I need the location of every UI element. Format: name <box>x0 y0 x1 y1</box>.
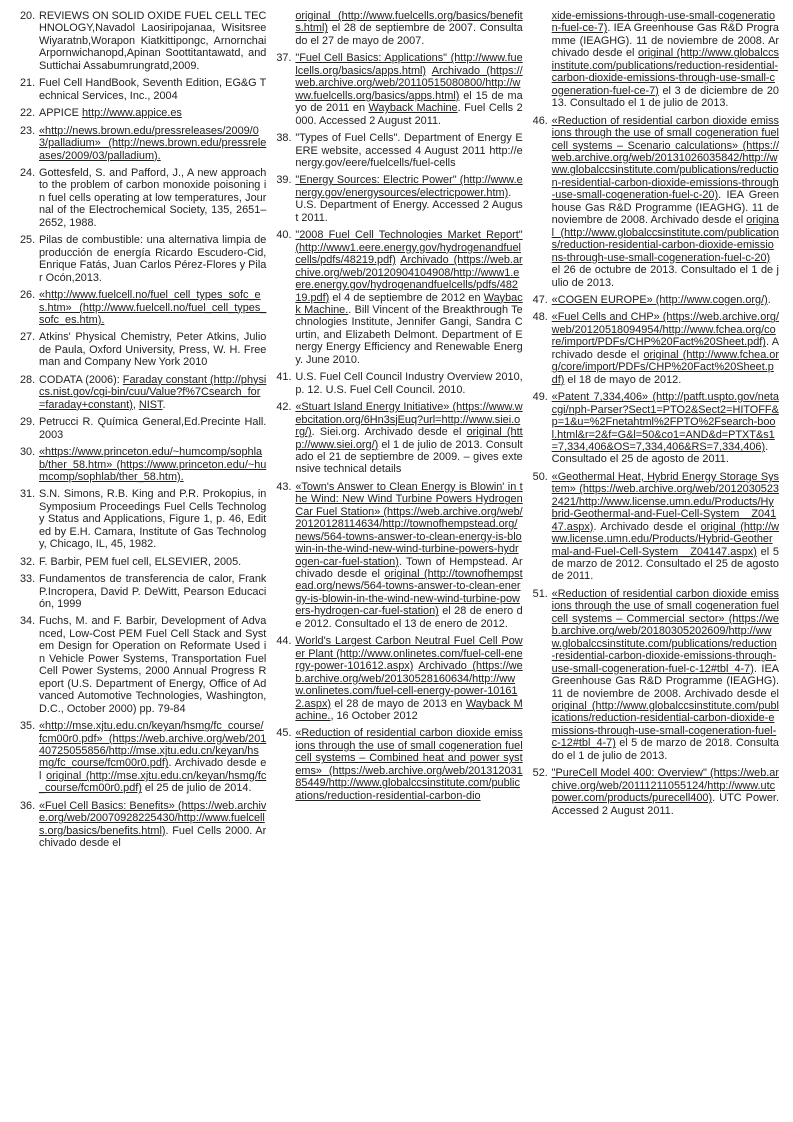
reference-number: 38. <box>276 132 292 145</box>
reference-item <box>533 767 779 817</box>
reference-item <box>20 331 266 368</box>
reference-link[interactable]: «https://www.princeton.edu/~humcomp/sophlab/ther_58.htm» (https://www.princeton.edu/~humcomp/sophlab/ther_58.htm). <box>39 446 267 483</box>
reference-text <box>295 229 522 366</box>
reference-item <box>20 167 266 229</box>
reference-item <box>276 371 522 396</box>
reference-number: 35. <box>20 720 36 733</box>
reference-number: 34. <box>20 615 36 628</box>
reference-text <box>39 167 266 229</box>
reference-number: 45. <box>276 727 292 740</box>
reference-list <box>20 10 266 850</box>
reference-item <box>20 720 266 795</box>
reference-link[interactable]: Archivado (https://web.archive.org/web/20120904104908/http://www1.eere.energy.gov/hydrogenandfuelcells/pdfs/48219.pdf) <box>295 254 523 304</box>
reference-link[interactable]: Wayback Machine. <box>295 291 523 316</box>
reference-link[interactable]: original (http://www.fuelcells.org/basics/benefits.html) <box>295 10 523 35</box>
reference-text <box>39 556 266 568</box>
reference-text-segment: . <box>767 293 771 306</box>
reference-text-segment: Fuel Cell HandBook, Seventh Edition, EG&G Technical Services, Inc., 2004 <box>39 77 267 102</box>
reference-text-segment: . Town of Hempstead. Archivado desde el <box>295 555 523 581</box>
reference-item <box>276 635 522 722</box>
reference-text <box>39 289 266 326</box>
reference-list <box>533 10 779 817</box>
column-left <box>20 10 266 855</box>
reference-text-segment: . Bill Vincent of the Breakthrough Technologies Institute, Jennifer Gangi, Sandra Curtin, and Elizabeth Delmont. Department of Energy Energy Efficiency and Renewable Energy. June 2010. <box>295 303 523 366</box>
reference-item <box>20 556 266 568</box>
reference-text <box>39 488 266 550</box>
reference-item <box>276 229 522 366</box>
reference-text-segment: , <box>132 398 139 411</box>
reference-text-segment: S.N. Simons, R.B. King and P.R. Prokopius, in Symposium Proceedings Fuel Cells Technology Status and Applications, Figure 1, p. 46, Edited by E.H. Camara, Institute of Gas Technology, Chicago, IL, 45, 1982. <box>39 488 267 551</box>
reference-text <box>295 635 522 722</box>
reference-text-segment: Fuchs, M. and F. Barbir, Development of Advanced, Low-Cost PEM Fuel Cell Stack and System Design for Operation on Reformate Used in Vehicle Power Systems, Transportation Fuel Cell Power Systems, 2000 Annual Progress Report (U.S. Department of Energy, Office of Advanced Automotive Technologies, Washington, D.C., October 2000) pp. 79-84 <box>39 615 267 715</box>
reference-item <box>276 401 522 476</box>
reference-item <box>533 311 779 386</box>
reference-text <box>39 573 266 610</box>
reference-number: 37. <box>276 52 292 65</box>
reference-link[interactable]: Faraday constant (http://physics.nist.gov/cgi-bin/cuu/Value?f%7Csearch_for=faraday+constant) <box>39 373 267 411</box>
reference-text <box>295 174 522 224</box>
reference-link[interactable]: Archivado (https://web.archive.org/web/20110515080800/http://www.fuelcells.org/basics/apps.html) <box>295 64 523 102</box>
reference-item <box>276 132 522 169</box>
reference-item <box>20 615 266 715</box>
reference-text <box>39 107 266 119</box>
reference-link[interactable]: «Reduction of residential carbon dioxide emissions through the use of small cogeneration fuel cell systems – Commercial sector» (https://web.archive.org/web/20180305202609/http://www.globalccsinstitute.com/publications/reduction-residential-carbon-dioxide-emissions-through-use-small-cogeneration-fuel-c-12#tbl_4-7) <box>551 587 779 675</box>
reference-link[interactable]: "PureCell Model 400: Overview" (https://web.archive.org/web/20111211055124/http://www.utcpower.com/products/purecell400) <box>551 767 779 805</box>
reference-item <box>20 289 266 326</box>
reference-text-segment: el 5 de marzo de 2012. Consultado el 25 de agosto de 2011. <box>551 545 779 583</box>
reference-text <box>552 767 779 817</box>
reference-text-segment: F. Barbir, PEM fuel cell, ELSEVIER, 2005. <box>39 555 242 568</box>
reference-text-segment: Gottesfeld, S. and Pafford, J., A new approach to the problem of carbon monoxide poisoning in fuel cells operating at low temperatures, Journal of the Electrochemical Society, 135, 2651–2652, 1988. <box>39 166 267 229</box>
reference-text-segment: el 1 de julio de 2013. Consultado el 21 de septiembre de 2009. – gives extensive technical details <box>295 438 523 476</box>
reference-link[interactable]: «http://mse.xjtu.edu.cn/keyan/hsmg/fc_course/fcm00r0.pdf» (https://web.archive.org/web/20140725055856/http://mse.xjtu.edu.cn/keyan/hsmg/fc_course/fcm00r0.pdf) <box>39 720 267 770</box>
reference-link[interactable]: "Energy Sources: Electric Power" (http://www.energy.gov/energysources/electricpower.htm) <box>295 174 523 199</box>
reference-text <box>295 401 522 476</box>
reference-text <box>39 720 266 795</box>
reference-link[interactable]: «Reduction of residential carbon dioxide emissions through the use of small cogeneration fuel cell systems – Combined heat and power systems» (https://web.archive.org/web/20131203185449/http://www.globalccsinstitute.com/publications/reduction-residential-carbon-dio <box>295 727 523 802</box>
reference-text-segment: . <box>162 398 166 411</box>
reference-text <box>552 588 779 762</box>
reference-number: 44. <box>276 635 292 648</box>
reference-link[interactable]: Archivado (https://web.archive.org/web/20130528160634/http://www.onlinetes.com/fuel-cell-energy-power-101612.aspx) <box>295 660 523 710</box>
reference-text-segment: . Fuel Cells 2000. Accessed 2 August 2011. <box>295 102 523 127</box>
reference-text <box>552 294 779 306</box>
reference-item <box>20 10 266 72</box>
reference-text-segment: el 4 de septiembre de 2012 en <box>329 291 484 304</box>
reference-item <box>20 800 266 850</box>
reference-text-segment: Petrucci R. Química General,Ed.Precinte Hall.2003 <box>39 416 267 441</box>
reference-number: 46. <box>532 114 548 127</box>
reference-text-segment: CODATA (2006): <box>39 373 123 386</box>
reference-item <box>20 446 266 483</box>
reference-number: 49. <box>532 391 548 404</box>
reference-text-segment: Fundamentos de transferencia de calor, Frank P.Incropera, David P. DeWitt, Pearson Educación, 1999 <box>39 573 267 611</box>
reference-text <box>39 800 266 850</box>
reference-number: 25. <box>20 234 36 247</box>
reference-text-segment: . IEA Greenhouse Gas R&D Programme (IEAGHG). 11 de noviembre de 2008. Archivado desde el <box>551 189 779 227</box>
reference-text-segment: APPICE <box>39 107 82 120</box>
reference-text-segment: el 28 de septiembre de 2007. Consultado el 27 de mayo de 2007. <box>295 22 523 47</box>
reference-text-segment: el 25 de julio de 2014. <box>141 782 252 795</box>
reference-item <box>276 481 522 630</box>
reference-link[interactable]: xide-emissions-through-use-small-cogeneration-fuel-ce-7) <box>551 10 776 35</box>
reference-number: 31. <box>20 488 36 501</box>
reference-link[interactable]: "Fuel Cell Basics: Applications" (http://www.fuelcells.org/basics/apps.html) <box>295 52 523 77</box>
reference-link[interactable]: «Fuel Cell Basics: Benefits» (https://web.archive.org/web/20070928225430/http://www.fuelcells.org/basics/benefits.html) <box>39 799 267 837</box>
reference-number: 47. <box>532 293 548 306</box>
reference-item <box>533 588 779 762</box>
reference-item <box>276 727 522 802</box>
reference-link[interactable]: «Patent 7,334,406» (http://patft.uspto.gov/netacgi/nph-Parser?Sect1=PTO2&Sect2=HITOFF&p=1&u=%2Fnetahtml%2FPTO%2Fsearch-bool.html&r=2&f=G&l=50&co1=AND&d=PTXT&s1=7,334,406&OS=7,334,406&RS=7,334,406) <box>551 391 779 453</box>
reference-link[interactable]: original (http://mse.xjtu.edu.cn/keyan/hsmg/fc_course/fcm00r0.pdf) <box>39 769 267 795</box>
reference-link[interactable]: original (http://www.globalccsinstitute.com/publications/reduction-residential-carbon-dioxide-emissions-through-use-small-cogeneration-fuel-c-12#tbl_4-7) <box>551 700 779 750</box>
reference-text-segment: Atkins' Physical Chemistry, Peter Atkins, Julio de Paula, Oxford University, Press, W. H. Freeman and Company New York 2010 <box>39 331 267 369</box>
reference-link[interactable]: Wayback Machine. <box>295 697 523 723</box>
reference-item <box>533 10 779 110</box>
reference-text-segment: el 15 de mayo de 2011 en <box>295 89 523 115</box>
reference-item <box>20 416 266 441</box>
reference-link[interactable]: original (http://townofhempstead.org/news/564-towns-answer-to-clean-energy-is-blowin-in-the-wind-new-wind-turbine-powers-hydrogen-car-fuel-station) <box>295 568 523 618</box>
reference-text <box>552 10 779 110</box>
reference-text-segment: "Types of Fuel Cells". Department of Energy EERE website, accessed 4 August 2011 http://energy.gov/eere/fuelcells/fuel-cells <box>295 132 523 169</box>
reference-text <box>39 10 266 72</box>
reference-number <box>533 10 552 110</box>
reference-number: 30. <box>20 446 36 459</box>
reference-link[interactable]: «Town's Answer to Clean Energy is Blowin' in the Wind: New Wind Turbine Powers Hydrogen Car Fuel Station» (https://web.archive.org/web/20120128114634/http://townofhempstead.org/news/564-towns-answer-to-clean-energy-is-blowin-in-the-wind-new-wind-turbine-powers-hydrogen-car-fuel-station) <box>295 480 523 568</box>
column-middle <box>276 10 522 855</box>
reference-text <box>295 132 522 169</box>
reference-number: 36. <box>20 799 36 812</box>
reference-number: 39. <box>276 174 292 187</box>
reference-item <box>533 471 779 583</box>
reference-text-segment: el 26 de octubre de 2013. Consultado el 1 de julio de 2013. <box>551 264 779 289</box>
reference-text <box>39 446 266 483</box>
reference-item <box>20 125 266 162</box>
reference-text-segment: U.S. Fuel Cell Council Industry Overview 2010, p. 12. U.S. Fuel Cell Council. 2010. <box>295 371 523 396</box>
reference-text <box>39 77 266 102</box>
reference-link[interactable]: Wayback Machine <box>368 102 458 115</box>
reference-number <box>276 10 295 47</box>
reference-text-segment: . Consultado el 25 de agosto de 2011. <box>551 440 769 466</box>
reference-item <box>20 573 266 610</box>
reference-number: 42. <box>276 401 292 414</box>
reference-item <box>276 10 522 47</box>
reference-number: 40. <box>276 229 292 242</box>
reference-text-segment: REVIEWS ON SOLID OXIDE FUEL CELL TECHNOLOGY,Navadol Laosiripojanaa, Wisitsree Wiyaratnb,Worapon Kiatkittipongc, Arnornchai Arpornwichanopd,Apinan Soottitantawatd, and Suttichai Assabumrungratd,2009. <box>39 10 267 72</box>
reference-item <box>20 374 266 411</box>
reference-text <box>39 234 266 284</box>
reference-number: 33. <box>20 573 36 586</box>
reference-item <box>533 294 779 306</box>
reference-number: 50. <box>532 470 548 483</box>
reference-text <box>39 331 266 368</box>
reference-text <box>39 374 266 411</box>
reference-text <box>552 311 779 386</box>
reference-text <box>295 52 522 127</box>
reference-text-segment: . UTC Power. Accessed 2 August 2011. <box>551 792 779 817</box>
reference-number: 51. <box>532 587 548 600</box>
reference-text-segment: el 18 de mayo de 2012. <box>564 373 682 386</box>
reference-link[interactable]: original (http://www.fchea.org/core/import/PDFs/CHP%20Fact%20Sheet.pdf) <box>551 348 779 386</box>
reference-link[interactable]: «Fuel Cells and CHP» (https://web.archive.org/web/20120518094954/http://www.fchea.org/core/import/PDFs/CHP%20Fact%20Sheet.pdf) <box>551 311 779 349</box>
reference-link[interactable]: World's Largest Carbon Neutral Fuel Cell Power Plant (http://www.onlinetes.com/fuel-cell-energy-power-101612.aspx) <box>295 635 523 673</box>
reference-number: 28. <box>20 373 36 386</box>
reference-number: 41. <box>276 371 292 384</box>
reference-text-segment: el 5 de marzo de 2018. Consultado el 1 de julio de 2013. <box>551 737 779 762</box>
reference-number: 20. <box>20 10 36 22</box>
reference-item <box>20 234 266 284</box>
reference-item <box>533 115 779 289</box>
reference-number: 52. <box>532 767 548 780</box>
reference-text <box>39 615 266 715</box>
reference-number: 21. <box>20 77 36 90</box>
reference-item <box>20 77 266 102</box>
reference-text-segment: el 28 de mayo de 2013 en <box>331 697 466 710</box>
reference-columns <box>20 10 779 855</box>
reference-text-segment: . Archivado desde el <box>551 336 779 361</box>
reference-text <box>39 125 266 162</box>
column-right <box>533 10 779 855</box>
reference-text-segment: . U.S. Department of Energy. Accessed 2 August 2011. <box>295 186 523 224</box>
reference-number: 48. <box>532 311 548 324</box>
reference-item <box>20 488 266 550</box>
reference-link[interactable]: «Geothermal Heat, Hybrid Energy Storage System» (https://web.archive.org/web/20120305232421/http://www.license.umn.edu/Products/Hybrid-Geothermal-and-Fuel-Cell-System__Z04147.aspx) <box>551 470 779 533</box>
reference-text <box>552 471 779 583</box>
reference-item <box>276 174 522 224</box>
reference-number: 24. <box>20 166 36 179</box>
reference-text <box>295 10 522 47</box>
reference-text-segment: . Siei.org. Archivado desde el <box>311 426 467 439</box>
reference-number: 27. <box>20 331 36 344</box>
reference-text <box>295 371 522 396</box>
reference-link[interactable]: «http://news.brown.edu/pressreleases/2009/03/palladium» (http://news.brown.edu/pressreleases/2009/03/palladium). <box>39 124 267 162</box>
reference-number: 32. <box>20 555 36 568</box>
reference-text <box>295 481 522 630</box>
reference-text-segment: . Fuel Cells 2000. Archivado desde el <box>39 824 267 850</box>
reference-text-segment: . Archivado desde el <box>593 520 701 533</box>
reference-text <box>552 391 779 466</box>
reference-link[interactable]: original (http://www.globalccsinstitute.com/publications/reduction-residential-carbon-dioxide-emissions-through-use-small-cogeneration-fuel-ce-7) <box>551 47 779 97</box>
reference-text <box>295 727 522 802</box>
reference-number: 29. <box>20 416 36 429</box>
reference-number: 23. <box>20 124 36 137</box>
reference-link[interactable]: original (http://www.siei.org/) <box>295 426 523 451</box>
reference-list <box>276 10 522 802</box>
reference-text-segment: , 16 October 2012 <box>330 710 418 723</box>
reference-text-segment: . IEA Greenhouse Gas R&D Programme (IEAGHG). 11 de noviembre de 2008. Archivado desde el <box>551 662 779 700</box>
reference-link[interactable]: original (http://www.globalccsinstitute.com/publications/reduction-residential-carbon-dioxide-emissions-through-use-small-cogeneration-fuel-c-20) <box>551 214 779 264</box>
reference-link[interactable]: "2008 Fuel Cell Technologies Market Report" (http://www1.eere.energy.gov/hydrogenandfuelcells/pdfs/48219.pdf) <box>295 229 523 267</box>
reference-text-segment: . IEA Greenhouse Gas R&D Programme (IEAGHG). 11 de noviembre de 2008. Archivado desde el <box>551 22 779 60</box>
reference-link[interactable]: http://www.appice.es <box>81 107 182 120</box>
reference-item <box>533 391 779 466</box>
reference-link[interactable]: «http://www.fuelcell.no/fuel_cell_types_sofc_es.htm» (http://www.fuelcell.no/fuel_cell_types_sofc_es.htm). <box>39 289 267 326</box>
reference-text-segment: el 3 de diciembre de 2013. Consultado el 1 de julio de 2013. <box>551 84 779 110</box>
reference-number: 22. <box>20 107 36 120</box>
reference-link[interactable]: «Reduction of residential carbon dioxide emissions through the use of small cogeneration fuel cell systems – Scenario calculations» (https://web.archive.org/web/20131026035842/http://www.globalccsinstitute.com/publications/reduction-residential-carbon-dioxide-emissions-through-use-small-cogeneration-fuel-c-20) <box>551 114 779 202</box>
reference-text-segment: Pilas de combustible: una alternativa limpia de producción de energía Ricardo Escudero-Cid, Enrique Fatás, Juan Carlos Pérez-Flores y Pilar Ocón,2013. <box>39 234 267 284</box>
reference-item <box>276 52 522 127</box>
reference-text <box>552 115 779 289</box>
reference-text <box>39 416 266 441</box>
reference-number: 26. <box>20 289 36 302</box>
reference-link[interactable]: NIST <box>138 398 163 411</box>
reference-text-segment: el 28 de enero de 2012. Consultado el 13 de enero de 2012. <box>295 605 523 630</box>
reference-text-segment: . Archivado desde el <box>39 757 267 782</box>
reference-link[interactable]: «Stuart Island Energy Initiative» (https://www.webcitation.org/6Hn3sjEuq?url=http://www.siei.org/) <box>295 401 523 439</box>
reference-link[interactable]: «COGEN EUROPE» (http://www.cogen.org/) <box>551 293 768 306</box>
reference-number: 43. <box>276 480 292 493</box>
reference-link[interactable]: original (http://www.license.umn.edu/Products/Hybrid-Geothermal-and-Fuel-Cell-System__Z04147.aspx) <box>551 520 779 558</box>
reference-item <box>20 107 266 119</box>
